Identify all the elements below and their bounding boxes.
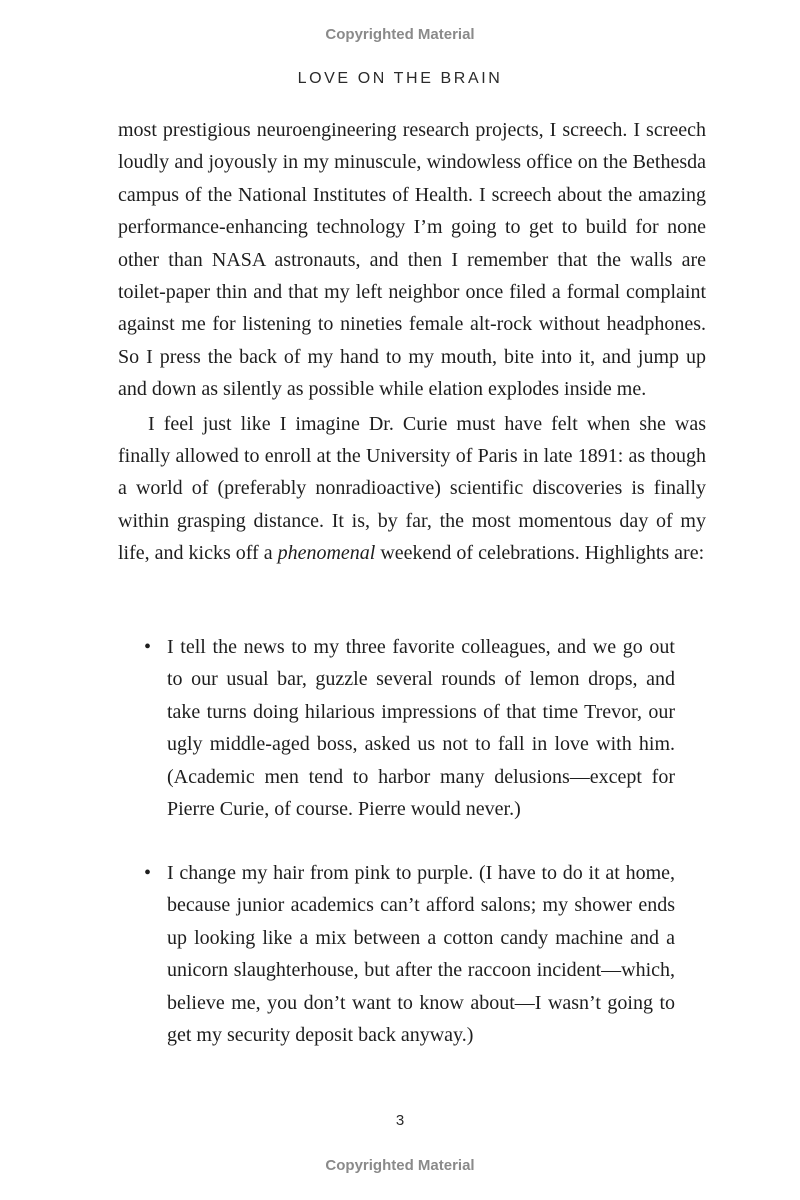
running-head: LOVE ON THE BRAIN [297, 70, 503, 87]
paragraph-2-before: I feel just like I imagine Dr. Curie must have felt when she was finally allowed to enroll at the University of Paris in late 1891: as though a world of (preferably nonradioactive) scientific discoveries is finally within grasping distance. It is, by far, the most momentous day of my life, and kicks off a [118, 412, 706, 565]
bullet-list-2 [144, 857, 675, 1051]
bullet-item-1 [144, 631, 675, 825]
bullet-item-2 [144, 857, 675, 1051]
bullet-dot-icon: • [144, 636, 152, 658]
bullet-item-1-text: I tell the news to my three favorite colleagues, and we go out to our usual bar, guzzle several rounds of lemon drops, and take turns doing hilarious impressions of that time Trevor, our ugly middle-aged boss, asked us not to fall in love with him. (Academic men tend to harbor many delusions—except for Pierre Curie, of course. Pierre would never.) [167, 636, 675, 821]
paragraph-1: most prestigious neuroengineering research projects, I screech. I screech loudly and joyously in my minuscule, windowless office on the Bethesda campus of the National Institutes of Health. I screech about the amazing performance-enhancing technology I’m going to get to build for none other than NASA astronauts, and then I remember that the walls are toilet-paper thin and that my left neighbor once filed a formal complaint against me for listening to nineties female alt-rock without headphones. So I press the back of my hand to my mouth, bite into it, and jump up and down as silently as possible while elation explodes inside me. [118, 119, 706, 401]
bullet-item-2-text: I change my hair from pink to purple. (I have to do it at home, because junior academics can’t afford salons; my shower ends up looking like a mix between a cotton candy machine and a unicorn slaughterhouse, but after the raccoon incident—which, believe me, you don’t want to know about—I wasn’t going to get my security deposit back anyway.) [167, 862, 675, 1047]
page-number: 3 [395, 1112, 405, 1129]
bullet-dot-icon: • [144, 862, 152, 884]
copyright-watermark-top: Copyrighted Material [325, 26, 475, 43]
paragraph-2 [118, 408, 706, 570]
body-text [118, 114, 706, 570]
paragraph-2-after: weekend of celebrations. Highlights are: [375, 542, 705, 565]
paragraph-2-emphasis: phenomenal [277, 542, 376, 565]
bullet-list-1 [144, 631, 675, 825]
copyright-watermark-bottom: Copyrighted Material [325, 1157, 475, 1174]
